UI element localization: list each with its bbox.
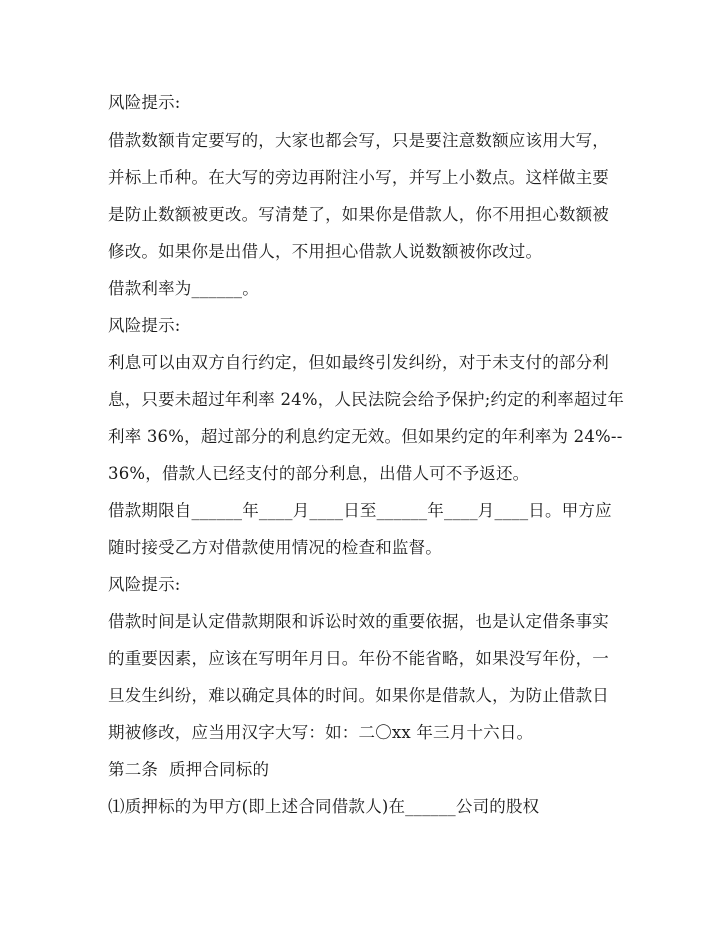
loan-term-line: 借款期限自______年____月____日至______年____月____日。甲方应	[108, 501, 612, 520]
risk-tip-heading-3: 风险提示:	[108, 575, 181, 594]
article-2-heading: 第二条 质押合同标的	[108, 760, 270, 779]
paragraph-line: 借款数额肯定要写的，大家也都会写，只是要注意数额应该用大写，	[108, 131, 609, 150]
paragraph-line: 的重要因素，应该在写明年月日。年份不能省略，如果没写年份，一	[108, 649, 609, 668]
paragraph-line: 借款时间是认定借款期限和诉讼时效的重要依据，也是认定借条事实	[108, 612, 609, 631]
paragraph-line: 利息可以由双方自行约定，但如最终引发纠纷，对于未支付的部分利	[108, 353, 609, 372]
loan-interest-rate-line: 借款利率为______。	[108, 279, 259, 298]
paragraph-line: 息，只要未超过年利率 24%，人民法院会给予保护;约定的利率超过年	[108, 390, 625, 409]
pledge-subject-line: ⑴质押标的为甲方(即上述合同借款人)在______公司的股权	[108, 797, 540, 816]
risk-tip-heading-2: 风险提示:	[108, 316, 181, 335]
risk-tip-heading-1: 风险提示:	[108, 93, 181, 112]
paragraph-line: 旦发生纠纷，难以确定具体的时间。如果你是借款人，为防止借款日	[108, 686, 609, 705]
paragraph-line: 随时接受乙方对借款使用情况的检查和监督。	[108, 538, 442, 557]
paragraph-line: 是防止数额被更改。写清楚了，如果你是借款人，你不用担心数额被	[108, 205, 609, 224]
paragraph-line: 利率 36%，超过部分的利息约定无效。但如果约定的年利率为 24%--	[108, 427, 623, 446]
paragraph-line: 修改。如果你是出借人，不用担心借款人说数额被你改过。	[108, 242, 543, 261]
paragraph-line: 并标上币种。在大写的旁边再附注小写，并写上小数点。这样做主要	[108, 168, 609, 187]
paragraph-line: 36%，借款人已经支付的部分利息，出借人可不予返还。	[108, 464, 530, 483]
paragraph-line: 期被修改，应当用汉字大写：如：二〇xx 年三月十六日。	[108, 723, 534, 742]
